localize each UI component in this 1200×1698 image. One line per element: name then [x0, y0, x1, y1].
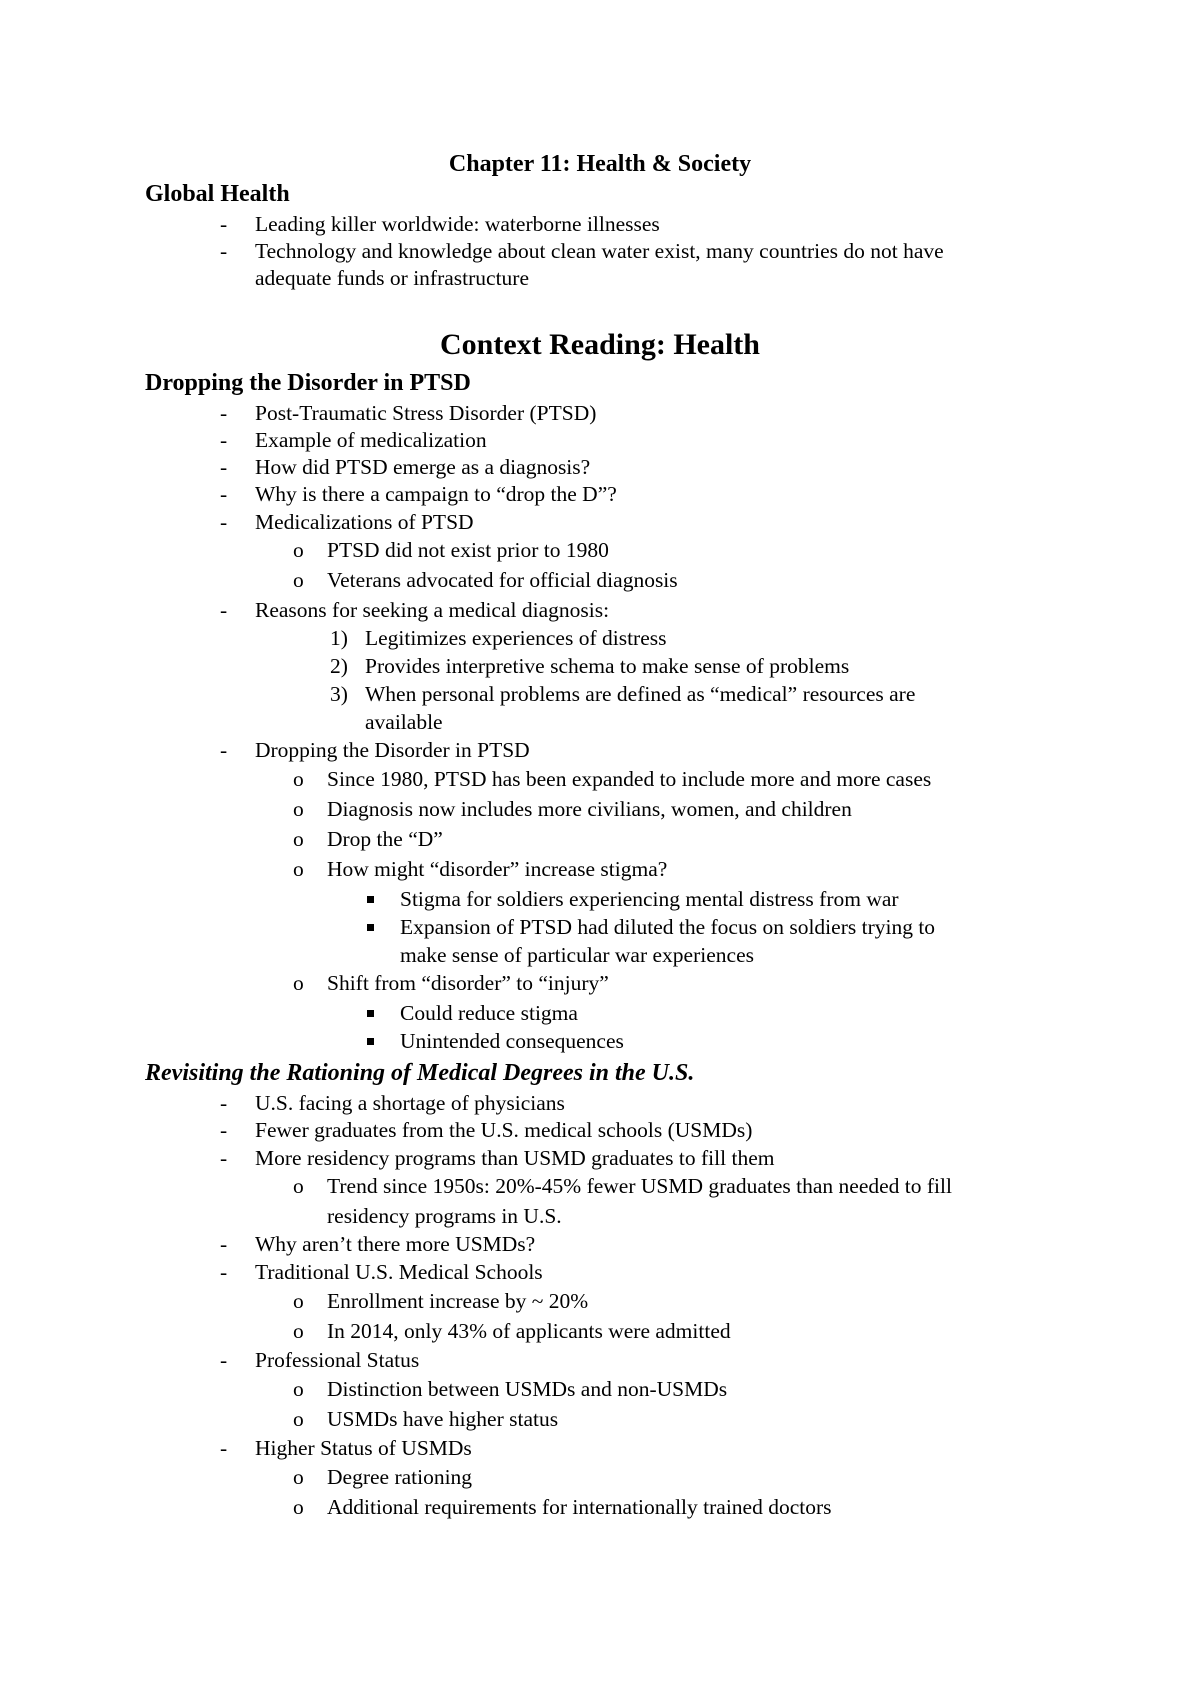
circle-bullet: o [293, 1289, 304, 1313]
sub-list-item: Diagnosis now includes more civilians, women, and children [327, 797, 852, 821]
dash-bullet: - [220, 239, 228, 263]
usmd-heading: Revisiting the Rationing of Medical Degrees in the U.S. [145, 1060, 695, 1086]
circle-bullet: o [293, 1377, 304, 1401]
numbered-item: Legitimizes experiences of distress [365, 626, 667, 650]
sub-list-item: USMDs have higher status [327, 1407, 559, 1431]
global-health-heading: Global Health [145, 181, 290, 207]
circle-bullet: o [293, 767, 304, 791]
dash-bullet: - [220, 1260, 228, 1284]
circle-bullet: o [293, 971, 304, 995]
list-item: Medicalizations of PTSD [255, 510, 474, 534]
list-item-continuation: adequate funds or infrastructure [255, 266, 530, 290]
list-item: Why is there a campaign to “drop the D”? [255, 482, 617, 506]
sub-sub-list-item: Unintended consequences [400, 1029, 624, 1053]
chapter-title: Chapter 11: Health & Society [448, 151, 752, 177]
square-bullet-icon [367, 1038, 374, 1045]
dash-bullet: - [220, 510, 228, 534]
list-item: Technology and knowledge about clean water exist, many countries do not have [255, 239, 944, 263]
numbered-item: Provides interpretive schema to make sense of problems [365, 654, 850, 678]
sub-list-item: Degree rationing [327, 1465, 473, 1489]
circle-bullet: o [293, 538, 304, 562]
list-item: Post-Traumatic Stress Disorder (PTSD) [255, 401, 597, 425]
sub-list-item: Veterans advocated for official diagnosis [327, 568, 678, 592]
circle-bullet: o [293, 1407, 304, 1431]
sub-list-item: Trend since 1950s: 20%-45% fewer USMD graduates than needed to fill [327, 1174, 952, 1198]
dash-bullet: - [220, 1436, 228, 1460]
dash-bullet: - [220, 1118, 228, 1142]
sub-list-item: How might “disorder” increase stigma? [327, 857, 668, 881]
list-item: Higher Status of USMDs [255, 1436, 472, 1460]
circle-bullet: o [293, 827, 304, 851]
list-item: More residency programs than USMD graduates to fill them [255, 1146, 775, 1170]
dash-bullet: - [220, 1146, 228, 1170]
list-item: Why aren’t there more USMDs? [255, 1232, 536, 1256]
context-reading-heading: Context Reading: Health [440, 328, 760, 361]
sub-list-item: Additional requirements for internationally trained doctors [327, 1495, 832, 1519]
list-item: Leading killer worldwide: waterborne illnesses [255, 212, 660, 236]
square-bullet-icon [367, 896, 374, 903]
list-item: U.S. facing a shortage of physicians [255, 1091, 565, 1115]
sub-list-item: Drop the “D” [327, 827, 443, 851]
square-bullet-icon [367, 1010, 374, 1017]
dash-bullet: - [220, 738, 228, 762]
number-marker: 3) [330, 682, 348, 706]
list-item: Reasons for seeking a medical diagnosis: [255, 598, 610, 622]
list-item: Dropping the Disorder in PTSD [255, 738, 530, 762]
number-marker: 1) [330, 626, 348, 650]
list-item: Fewer graduates from the U.S. medical schools (USMDs) [255, 1118, 753, 1142]
numbered-item: When personal problems are defined as “medical” resources are [365, 682, 916, 706]
sub-list-item: PTSD did not exist prior to 1980 [327, 538, 609, 562]
sub-sub-list-item-continuation: make sense of particular war experiences [400, 943, 754, 967]
number-marker: 2) [330, 654, 348, 678]
ptsd-heading: Dropping the Disorder in PTSD [145, 370, 471, 396]
dash-bullet: - [220, 212, 228, 236]
list-item: How did PTSD emerge as a diagnosis? [255, 455, 591, 479]
dash-bullet: - [220, 1091, 228, 1115]
dash-bullet: - [220, 1232, 228, 1256]
numbered-item-continuation: available [365, 710, 443, 734]
list-item: Professional Status [255, 1348, 420, 1372]
circle-bullet: o [293, 857, 304, 881]
circle-bullet: o [293, 1495, 304, 1519]
sub-sub-list-item: Expansion of PTSD had diluted the focus on soldiers trying to [400, 915, 936, 939]
list-item: Example of medicalization [255, 428, 487, 452]
dash-bullet: - [220, 455, 228, 479]
sub-list-item: Shift from “disorder” to “injury” [327, 971, 609, 995]
sub-sub-list-item: Stigma for soldiers experiencing mental distress from war [400, 887, 899, 911]
sub-list-item: Since 1980, PTSD has been expanded to include more and more cases [327, 767, 932, 791]
dash-bullet: - [220, 1348, 228, 1372]
sub-list-item: Distinction between USMDs and non-USMDs [327, 1377, 728, 1401]
sub-list-item: In 2014, only 43% of applicants were admitted [327, 1319, 731, 1343]
square-bullet-icon [367, 924, 374, 931]
sub-list-item: Enrollment increase by ~ 20% [327, 1289, 589, 1313]
sub-list-item-continuation: residency programs in U.S. [327, 1204, 562, 1228]
circle-bullet: o [293, 1465, 304, 1489]
sub-sub-list-item: Could reduce stigma [400, 1001, 578, 1025]
circle-bullet: o [293, 568, 304, 592]
dash-bullet: - [220, 428, 228, 452]
circle-bullet: o [293, 797, 304, 821]
dash-bullet: - [220, 482, 228, 506]
dash-bullet: - [220, 598, 228, 622]
circle-bullet: o [293, 1174, 304, 1198]
dash-bullet: - [220, 401, 228, 425]
circle-bullet: o [293, 1319, 304, 1343]
list-item: Traditional U.S. Medical Schools [255, 1260, 543, 1284]
